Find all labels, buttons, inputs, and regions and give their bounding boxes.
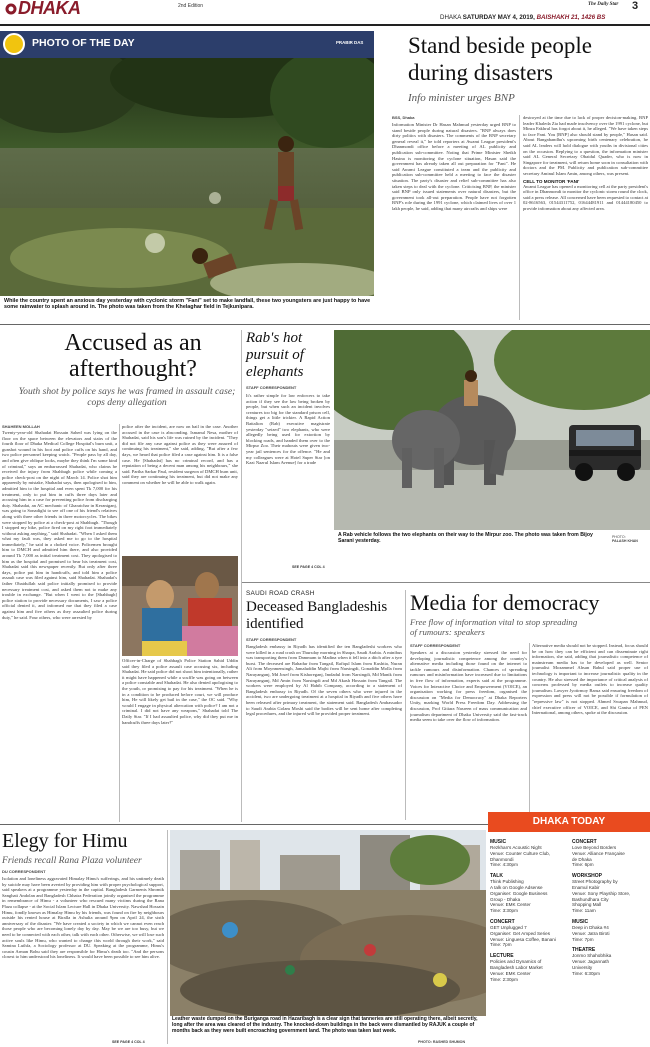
event-detail: Venue: Linguesa Coffee, Banani	[490, 936, 556, 942]
elegy-byline: DU CORRESPONDENT	[2, 869, 46, 874]
elephants-byline: STAFF CORRESPONDENT	[246, 385, 297, 390]
event-detail: Organiser: Get Amped Series	[490, 930, 551, 936]
stand-beside-byline: BSS, Dhaka	[392, 115, 415, 120]
event-type: WORKSHOP	[572, 873, 602, 880]
media-byline: STAFF CORRESPONDENT	[410, 643, 461, 648]
edition-label: 2nd Edition	[178, 3, 204, 9]
dateline	[440, 14, 605, 21]
accused-subhead: Youth shot by police says he was framed in assault case; cops deny allegation	[18, 386, 236, 408]
event-detail: Time: 11am	[572, 908, 596, 914]
stand-beside-col2: destroyed at the time due to lack of proper decision-making. BNP leader Khaleda Zia had made insolvency over the 1991 cyclone, but Minza Fakhrul has forgot about it, he alleged. "We have taken steps to face Fani. You [BNP] also should stand by people," Hasan said. About Bangabandhu's upcoming birth centenary celebration, he said AL leaders will hold dialogue with youths in divisional cities on the occasion. Replying to a question, the information minister said AL General Secretary Obaidul Quader, who is now in Singapore for treatment, will return home soon in consultation with doctors and the PM. Publicity and publication sub-committee secretary Aminul Islam Amin, among others, was present.	[523, 115, 648, 176]
dateline-prefix: DHAKA	[440, 14, 461, 21]
media-col1: Speakers at a discussion yesterday stressed the need for developing journalistic competence among the country's alternative media including those found on the internet to tackle rumours and disinformation. Chances of spreading rumours and misinformation have increased due to limitations in free flow of information, experts said at the programme. Voices for Interactive Choice and Empowerment (VOICE), an organisation working for press freedom, organised the discussion on "Media for Democracy" at Dhaka Reporters Unity, marking World Press Freedom Day. Addressing the discussion, Prof Gitiara Nasreen of mass communication and journalism department of Dhaka University said the fast-track media seem to take over the flow of information.	[410, 650, 527, 723]
event-detail: Venue: Jagannath	[572, 959, 610, 965]
media-col2: Alternative media should not be stopped. Instead, focus should be on how they can be efficient and can disseminate right information, she said, adding that journalistic competence of mainstream media has to be developed as well. Senior journalist Mozammel Ahsan Babul said proper use of technology is important to increase journalistic quality in the country. He also stressed the importance of critical analysis of concerns professed by media outlets to increase quality journalism. Lawyer Jyotirmoy Barua said ensuring freedom of expression and press will not be possible if formulation of "repressive law" is not stopped. Ahmed Swapan Mahmud, chief executive officer of VOICE, and Shi Ganisa of PEN International, among others, spoke at the discussion.	[532, 643, 648, 716]
elegy-subhead: Friends recall Rana Plaza volunteer	[2, 855, 142, 866]
event-detail: Rezkhan's Acoustic Night	[490, 845, 542, 850]
stand-beside-headline: Stand beside people during disasters	[408, 33, 592, 85]
event-detail: Street Photography by	[572, 879, 618, 885]
saudi-byline: STAFF CORRESPONDENT	[246, 637, 297, 642]
cell-heading: CELL TO MONITOR 'FANI'	[523, 178, 580, 184]
event-detail: Group - Dhaka	[490, 896, 521, 902]
leather-caption: Leather waste dumped on the Buriganga road in Hazaribagh is a clear sign that tanneries are still operating there, albeit secretly, long after the area was cleared of the industry. The knocked-down buildings in the back were dismantled by RAJUK a couple of months back as they were built encroaching government land. The photo was taken last week.	[172, 1016, 478, 1034]
leather-credit: PHOTO: RASHED SHUMON	[418, 1040, 466, 1044]
event-detail: A talk on Google Adsense	[490, 884, 543, 890]
elephants-credit	[612, 535, 648, 543]
elephants-photo	[334, 330, 650, 530]
event-type: LECTURE	[490, 953, 514, 960]
photo-of-day-caption: While the country spent an anxious day yesterday with cyclonic storm "Fani" set to make landfall, these two youngsters are just happy to have some rainwater to splash around in. The photo was taken from the Khelaghar field in Tejkunipara.	[4, 298, 371, 311]
event-detail: Bashundhara City	[572, 896, 609, 902]
event-type: MUSIC	[572, 918, 589, 925]
accused-col2: police after the incident, are now on bail in the case. Another accused in the case is absconding. Ismanul Nesa, mother of Shahadat, said his son's life was ruined by the incident. "They did not file any case against police as they were assured of continuing his treatment," she said, adding, "But after a few days, we heard that police filed a case against him. It is a false case. He [Shahadat] has no criminal record, and has a reputation of being a decent man among his neighbours," she said. Partha Sarkar Paul, resident surgeon of DMCH burn unit, said they are continuing his treatment, but did not make any comment on whether he will be able to walk again.	[122, 424, 238, 485]
cell-text: Awami League has opened a monitoring cell at the party president's office in Dhanmondi to monitor the cyclonic storm round the clock, said a press release. All concerned have been requested to contact at 02-8616563, 01544311752, 01644481911 and 01444180450 to provide information about any affected area.	[523, 183, 648, 211]
event-detail: Love Beyond Borders	[572, 845, 617, 850]
event-detail: Shopping Mall	[572, 902, 602, 908]
dhaka-today-box	[488, 812, 650, 1047]
masthead	[0, 0, 650, 24]
event-detail: Venue: EMK Center	[490, 902, 531, 908]
photo-credit: PRABIR DAS	[336, 40, 364, 45]
media-headline: Media for democracy	[410, 590, 600, 615]
elegy-turn: SEE PAGE 4 COL 4	[112, 1040, 145, 1044]
event-detail: Dhanmondi	[490, 856, 514, 862]
event-detail: Venue: EMK Center	[490, 970, 531, 976]
saudi-headline: Deceased Bangladeshis identified	[246, 599, 388, 632]
photo-of-day-label: PHOTO OF THE DAY	[32, 37, 135, 49]
stand-beside-col1: Information Minister Dr Hasan Mahmud yesterday urged BNP to stand beside people during natural disasters. "BNP always does dirty politics with disasters. The comments of the BNP secretary general reveal it," he told reporters at Awami League president's Dhanmondi office before a meeting of AL publicity and publication sub-committee. Noting that Prime Minister Sheikh Hasina is monitoring the cyclone situation, Hasan said the government has already taken all out preparation for "Fani". He said Awami League constituted a team and the publicity and publication sub-committee held a meeting to face the disaster situation. The party's disaster and relief sub-committee has also taken steps to deal with the cyclone. Criticising BNP, the minister said BNP only issued statements over natural disasters, but the government took all-out preparation. People have not forgotten BNP's role during the 1991 cyclone, which claimed lives of over 1 lakh people, he said, adding that many aircrafts and ships were	[392, 122, 516, 211]
elegy-headline: Elegy for Himu	[2, 830, 128, 852]
event-detail: de Dhaka	[572, 856, 592, 862]
event-detail: Organiser: Google Business	[490, 890, 548, 896]
elephants-text: It's rather simple for law enforcers to take action if they see the law being broken by people, but when such an incident involves creatures too big for the standard prison cell, things get a little trickier. A Rapid Action Battalion (Rab) executive magistrate yesterday "seized" two elephants, who were allegedly being used for extortion by blocking roads, and handed them over to the Mirpur Zoo. Their mahouts were given two-year jail sentences for the offence. "He and my colleagues were at Hotel Super Star [on Kazi Nazrul Islam Avenue] for a trade	[246, 393, 330, 466]
event-detail: Venue: Jatra Biroti	[572, 930, 610, 936]
accused-photo	[122, 556, 238, 656]
event-detail: Jonmo Shahobhika	[572, 953, 612, 959]
newspaper-logo-icon	[4, 2, 18, 14]
elephants-turn: SEE PAGE 4 COL 4	[292, 565, 325, 569]
elephants-credit-name: PALASH KHAN	[612, 539, 638, 543]
paper-name: The Daily Star	[588, 2, 619, 7]
event-detail: GET Unplugged 7	[490, 924, 527, 930]
event-detail: Think Publishing	[490, 879, 524, 885]
event-detail: Time: 6:30pm	[572, 970, 600, 976]
dateline-date: SATURDAY MAY 4, 2019,	[462, 14, 535, 21]
event-type: CONCERT	[490, 918, 515, 925]
accused-headline: Accused as an afterthought?	[64, 330, 202, 382]
leather-photo	[170, 830, 486, 1016]
masthead-rule	[0, 24, 650, 26]
dhaka-today-col2	[572, 834, 648, 977]
page-number: 3	[632, 0, 639, 12]
stand-beside-col2-wrap	[523, 115, 648, 320]
dhaka-today-col1	[490, 834, 566, 982]
event-detail: Time: 7pm	[490, 942, 512, 948]
dhaka-today-title: DHAKA TODAY	[488, 812, 650, 832]
event-detail: University	[572, 964, 593, 970]
elephants-credit-label: PHOTO:	[612, 535, 626, 539]
elegy-text: Isolation and loneliness aggravated Himalay Himu's sufferings, and his untimely death by suicide may have been averted by providing him with proper psychological support, said speakers at a programme yesterday in the capital. Bangladesh Garments Shromik Sanghati Andolan and Bangladesh Chhatra Federation jointly organised the programme in remembrance of Himu - a volunteer who rescued many victims during the Rana Plaza collapse - at the Social Islam Lecture Hall in Dhaka University. Nawshad Hossain Himu, fondly known as Himalay Himu by his friends, was found on fire by neighbours outside his rented house at Biralla in Ashulia around 9pm on April 24, the sixth anniversary of the disaster. "We have created a society in which we cannot even reach those people who are becoming lonely day by day. May be we are too busy, but we need to be connected with each other, talk with each other. Otherwise, we will lose such active souls like Himu, who wanted to change this world through their work," said Samina Luthfa, a Sociology professor at DU. Speaking at the programme, Himu's cousin Arman Bohu said they are responsible for Himu's death too. "And the persons closest to him understood his loneliness. It would have been possible to see him alive.	[2, 876, 164, 960]
saudi-text: Bangladesh embassy in Riyadh has identified the ten Bangladeshi workers who were killed in a road crash on Thursday morning in Shaqra, Saudi Arabia. A minibus was transporting them from Dammam to Madina when it fell into a ditch after a tyre burst. The deceased are Bahadur from Tangail, Rafiqul Islam from Kushtia, Nuran Ali from Moynmensingh, Jamaluddin Majhi from Narsingdi, Gonaddin Molla from Narayanganj, Md Josef from Kishoreganj, Imdadul from Narsingdi, Md Manik from Narayanganj, Md Amin from Narsingdi and Md Akash Hossain from Tangail. The workers were employed by Al Habib Company, according to a statement of Bangladesh embassy in Riyadh. Of the seven others who were injured in the accident, two are undergoing treatment at a hospital in Riyadh and five others have been released after primary treatment, the statement said. Bangladesh Ambassador to Saudi Arabia Golam Moshi said the bodies will be sent home after completing legal procedures, and the injured will be provided proper treatment.	[246, 644, 402, 717]
accused-oc-text: Officer-in-Charge of Shahbagh Police Station Sahid Uddin said they filed a police assault case accusing six, including Shahadat. He said police did not shoot him intentionally, rather it might have happened while a scuffle was going on between a police constable and Shahadat. He also denied apologising to the youth, or promising to pay for his treatment. "When he is in a condition to be produced before court, we will produce him, He will likely get bail in the case," the OC said. "Why would I engage in physical altercation with police? I am not a criminal. I did not have any weapons," Shahadat told The Daily Star. "If I had assaulted police, why did they put me in handcuffs three days later?"	[122, 658, 238, 725]
event-detail: Venue: Sony Playship Store,	[572, 890, 631, 896]
stand-beside-subhead: Info minister urges BNP	[408, 92, 515, 104]
photo-badge-icon	[3, 33, 25, 55]
event-detail: Bangladesh Labor Market	[490, 964, 543, 970]
elephants-caption: A Rab vehicle follows the two elephants on their way to the Mirpur zoo. The photo was taken from Bijoy Sarani yesterday.	[338, 532, 593, 545]
event-type: THEATRE	[572, 947, 596, 954]
event-type: MUSIC	[490, 839, 507, 845]
event-detail: Time: 4:30pm	[490, 862, 518, 868]
photo-of-day-banner	[0, 31, 374, 58]
saudi-kicker: SAUDI ROAD CRASH	[246, 590, 315, 597]
event-detail: Policies and Dynamics of	[490, 959, 542, 965]
event-detail: Time: 7pm	[572, 936, 594, 942]
accused-byline: SHAHEEN MOLLAH	[2, 424, 40, 429]
event-detail: Venue: Counter Culture Club,	[490, 850, 551, 856]
accused-col1: Twenty-year-old Shahadat Hossain Sahed was lying on the floor on the space between the elevators and stairs of the fourth floor of Dhaka Medical College Hospital's burn unit, a gunshot wound in his foot and police cuffs on his hand, and two police personnel keeping watch. "People pass by all day, and often give oblique looks, maybe they think I'm some kind of criminal," says an embarrassed Shahadat, who claims he received the injury from Shahbagh police while coming a police check-post on the night of March 14. Police shot him apparently by mistake, Shahadat says, then apologised to him, admitted him to the hospital and even spent Tk 7,000 for his treatment, only to put him in cuffs three days later and accusing him in a case for preventing police from discharging duty. Shahadat, an AC mechanic of Gharatchar in Keraniganj, was going to Sonadighi to see off one of his friend's relatives along with three other friends in three motorcycles. The bikes were stopped by police at a check-post at Shahbagh. "Though I stopped my bike, police fired on my right foot immediately without asking anything," said Shahadat. "When I asked them what my fault was, they asked me to go to the hospital immediately," he said in a choked voice. Policemen brought him to DMCH and admitted him there, and also provided around Tk 7,000 as initial treatment cost. They apologised to him as the hospital and promised to bear his treatment cost, Shahadat said this newspaper recently. But only after three days, police put him in handcuffs, and told him a police assault case was filed against him, said Shahadat. Shahadat's father Obaidullah said police initially promised to provide necessary treatment cost, and asked them not to make any trouble in exchange. "But when I went to the [Shahbagh] police station to provide necessary documents, I saw a police official denied it, and informed me that they filed a case against him and five others as they assaulted police during duty," he said. Four others, who were arrested by	[2, 430, 117, 620]
event-detail: Venue: Alliance Française	[572, 850, 625, 856]
section-title: DHAKA	[18, 0, 81, 18]
event-type: TALK	[490, 873, 503, 880]
event-detail: Time: 2:30pm	[490, 976, 518, 982]
photo-of-day-image	[0, 58, 374, 296]
event-type: CONCERT	[572, 839, 597, 845]
media-subhead: Free flow of information vital to stop spreading of rumours: speakers	[410, 617, 578, 638]
event-detail: Time: 6pm	[572, 862, 594, 868]
event-detail: Deep in Dhaka #4	[572, 924, 609, 930]
dateline-bangla: BAISHAKH 21, 1426 BS	[536, 14, 606, 21]
elephants-headline: Rab's hot pursuit of elephants	[246, 330, 304, 380]
event-detail: Enamul Kabir	[572, 884, 600, 890]
event-detail: Time: 3:30pm	[490, 908, 518, 914]
